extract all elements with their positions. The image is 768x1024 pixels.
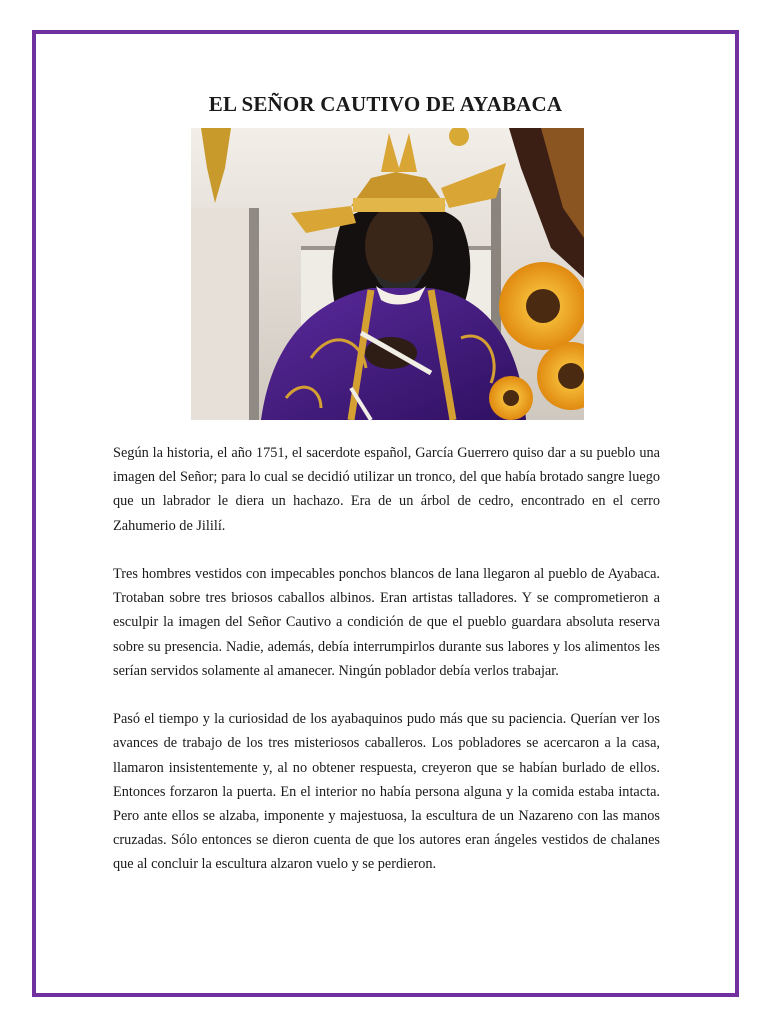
page-border <box>32 30 739 997</box>
statue-photo <box>191 128 584 420</box>
article-body <box>113 441 660 901</box>
paragraph-3: Pasó el tiempo y la curiosidad de los ayabaquinos pudo más que su paciencia. Querían ver los avances de trabajo de los tres misteriosos caballeros. Los pobladores se acercaron a la casa, llamaron insistentemente y, al no obtener respuesta, creyeron que se habían burlado de ellos. Entonces forzaron la puerta. En el interior no había persona alguna y la comida estaba intacta. Pero ante ellos se alzaba, imponente y majestuosa, la escultura de un Nazareno con las manos cruzadas. Sólo entonces se dieron cuenta de que los autores eran ángeles vestidos de chalanes que al concluir la escultura alzaron vuelo y se perdieron. <box>113 711 660 873</box>
statue-illustration <box>191 128 584 420</box>
paragraph-1: Según la historia, el año 1751, el sacerdote español, García Guerrero quiso dar a su pueblo una imagen del Señor; para lo cual se decidió utilizar un tronco, del que había brotado sangre luego que un labrador le diera un hachazo. Era de un árbol de cedro, encontrado en el cerro Zahumerio de Jililí. <box>113 445 660 534</box>
document-title: EL SEÑOR CAUTIVO DE AYABACA <box>208 92 563 116</box>
paragraph-2: Tres hombres vestidos con impecables ponchos blancos de lana llegaron al pueblo de Ayabaca. Trotaban sobre tres briosos caballos albinos. Eran artistas talladores. Y se comprometieron a esculpir la imagen del Señor Cautivo a condición de que el pueblo guardara absoluta reserva sobre su presencia. Nadie, además, debía interrumpirlos durante sus labores y los alimentos les serían servidos solamente al amanecer. Ningún poblador debía verlos trabajar. <box>113 566 660 679</box>
